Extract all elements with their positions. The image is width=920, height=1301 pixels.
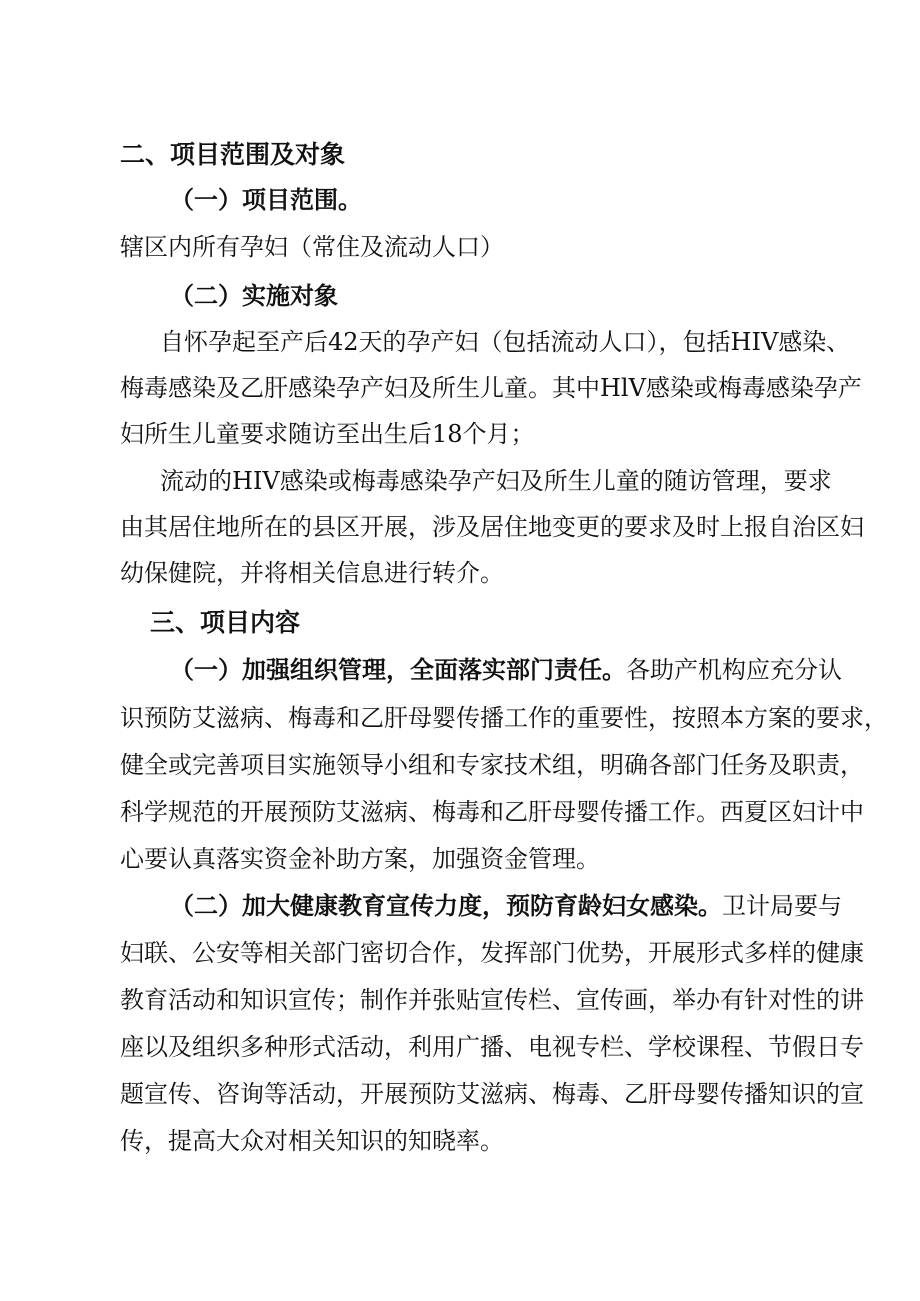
paragraph-line: 教育活动和知识宣传；制作并张贴宣传栏、宣传画，举办有针对性的讲 — [120, 986, 864, 1014]
paragraph-line: 幼保健院，并将相关信息进行转介。 — [120, 559, 504, 587]
subsection-2-title: （二）实施对象 — [170, 281, 338, 310]
paragraph-line: 由其居住地所在的县区开展，涉及居住地变更的要求及时上报自治区妇 — [120, 513, 864, 541]
paragraph-line: 座以及组织多种形式活动，利用广播、电视专栏、学校课程、节假日专 — [120, 1033, 864, 1061]
section-2-heading: 二、项目范围及对象 — [120, 140, 346, 169]
paragraph-first-line — [170, 655, 842, 685]
paragraph-line: 妇所生儿童要求随访至出生后18个月； — [120, 420, 535, 448]
paragraph-line: 题宣传、咨询等活动，开展预防艾滋病、梅毒、乙肝母婴传播知识的宣 — [120, 1080, 864, 1108]
paragraph-lead: （二）加大健康教育宣传力度，预防育龄妇女感染。 — [170, 892, 722, 920]
paragraph-line: 健全或完善项目实施领导小组和专家技术组，明确各部门任务及职责， — [120, 751, 864, 779]
paragraph-line-rest: 各助产机构应充分认 — [626, 656, 842, 684]
paragraph-line: 自怀孕起至产后42天的孕产妇（包括流动人口），包括HIV感染、 — [160, 328, 851, 356]
paragraph-line: 妇联、公安等相关部门密切合作，发挥部门优势，开展形式多样的健康 — [120, 939, 864, 967]
paragraph-line: 心要认真落实资金补助方案，加强资金管理。 — [120, 845, 600, 873]
paragraph-line-rest: 卫计局要与 — [722, 892, 842, 920]
paragraph-lead: （一）加强组织管理，全面落实部门责任。 — [170, 656, 626, 684]
paragraph-first-line — [170, 891, 842, 921]
subsection-1-title: （一）项目范围。 — [170, 185, 362, 214]
subsection-1-body: 辖区内所有孕妇（常住及流动人口） — [120, 233, 504, 261]
paragraph-line: 识预防艾滋病、梅毒和乙肝母婴传播工作的重要性，按照本方案的要求， — [120, 704, 888, 732]
paragraph-line: 流动的HIV感染或梅毒感染孕产妇及所生儿童的随访管理，要求 — [160, 467, 832, 495]
paragraph-line: 梅毒感染及乙肝感染孕产妇及所生儿童。其中HlV感染或梅毒感染孕产 — [120, 374, 862, 402]
section-3-heading: 三、项目内容 — [150, 608, 301, 637]
paragraph-line: 传，提高大众对相关知识的知晓率。 — [120, 1127, 504, 1155]
paragraph-line: 科学规范的开展预防艾滋病、梅毒和乙肝母婴传播工作。西夏区妇计中 — [120, 798, 864, 826]
